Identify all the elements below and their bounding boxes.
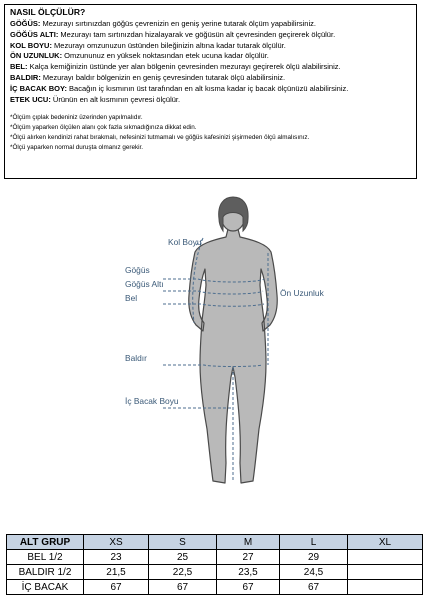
table-row <box>7 550 423 565</box>
note-item: *Ölçüm çıplak bedeniniz üzerinden yapılmalıdır. <box>10 114 143 122</box>
header-cell-xs: XS <box>84 535 149 550</box>
label-kol-boyu: Kol Boyu <box>168 237 202 247</box>
row-label: İÇ BACAK <box>7 580 84 595</box>
label-ic-bacak-boyu: İç Bacak Boyu <box>125 396 179 406</box>
label-bel: Bel <box>125 293 138 303</box>
definition-bel <box>10 62 412 73</box>
header-cell-m: M <box>217 535 280 550</box>
table-cell <box>348 580 423 595</box>
definition-gogus-alti <box>10 30 412 41</box>
table-cell: 27 <box>217 550 280 565</box>
table-cell: 24,5 <box>280 565 348 580</box>
row-label: BEL 1/2 <box>7 550 84 565</box>
measurement-guide-box <box>4 4 417 179</box>
definition-text: Omzununuz en yüksek noktasından etek ucuna kadar ölçülür. <box>62 51 269 61</box>
table-row <box>7 565 423 580</box>
guide-heading: NASIL ÖLÇÜLÜR? <box>10 7 86 17</box>
header-cell-xl: XL <box>348 535 423 550</box>
label-gogus: Göğüs <box>125 265 150 275</box>
size-table-header-row <box>7 535 423 550</box>
body-silhouette <box>189 201 277 483</box>
note-item: *Ölçü alırken kendinizi rahat bırakmalı, nefesinizi tutmamalı ve göğüs kafesinizi şişirmeden ölçü almalısınız. <box>10 133 310 141</box>
label-gogus-alti: Göğüs Altı <box>125 279 164 289</box>
table-row <box>7 580 423 595</box>
definition-text: Ürünün en alt kısmının çevresi ölçülür. <box>50 94 181 104</box>
definition-on-uzunluk <box>10 51 412 62</box>
definition-text: Mezurayı omzunuzun üstünden bileğinizin altına kadar tutarak ölçülür. <box>51 40 286 50</box>
size-table <box>6 534 423 595</box>
label-baldir: Baldır <box>125 353 147 363</box>
table-cell <box>348 550 423 565</box>
measurement-figure <box>0 195 424 495</box>
header-cell-l: L <box>280 535 348 550</box>
definition-etek-ucu <box>10 95 412 106</box>
note-item: *Ölçü yaparken normal duruşta olmanız gerekir. <box>10 143 143 151</box>
definition-kol-boyu <box>10 41 412 52</box>
definition-text: Bacağın iç kısmının üst tarafından en alt kısma kadar iç bacak ölçünüzü alabilirsiniz. <box>66 83 349 93</box>
label-on-uzunluk: Ön Uzunluk <box>280 288 324 298</box>
table-cell: 22,5 <box>149 565 217 580</box>
notes-list <box>10 113 412 152</box>
table-cell: 21,5 <box>84 565 149 580</box>
definition-term: İÇ BACAK BOY: <box>10 83 67 93</box>
definition-text: Kalça kemiğinizin üstünde yer alan bölgenin çevresinden mezurayı geçirerek ölçü alabilirsiniz. <box>27 62 341 72</box>
definition-term: GÖĞÜS: <box>10 19 41 28</box>
table-cell: 23,5 <box>217 565 280 580</box>
definition-term: KOL BOYU: <box>10 40 52 50</box>
table-cell: 29 <box>280 550 348 565</box>
definition-text: Mezurayı sırtınızdan göğüs çevrenizin en geniş yerine tutarak ölçüm yapabilirsiniz. <box>40 19 316 28</box>
definition-ic-bacak-boy <box>10 84 412 95</box>
definition-text: Mezurayı tam sırtınızdan hizalayarak ve göğüsün alt çevresinden geçirerek ölçülür. <box>58 29 336 39</box>
note-item: *Ölçüm yaparken ölçülen alanı çok fazla sıkmadığınıza dikkat edin. <box>10 124 197 132</box>
table-cell: 23 <box>84 550 149 565</box>
definition-term: BALDIR: <box>10 72 41 82</box>
table-cell: 67 <box>280 580 348 595</box>
row-label: BALDIR 1/2 <box>7 565 84 580</box>
table-cell: 67 <box>217 580 280 595</box>
header-cell-s: S <box>149 535 217 550</box>
definition-text: Mezurayı baldır bölgenizin en geniş çevresinden tutarak ölçü alabilirsiniz. <box>40 72 286 82</box>
definition-gogus <box>10 19 412 30</box>
header-cell-group: ALT GRUP <box>7 535 84 550</box>
table-cell: 67 <box>84 580 149 595</box>
definition-term: ETEK UCU: <box>10 94 51 104</box>
body-illustration <box>0 195 424 495</box>
table-cell: 25 <box>149 550 217 565</box>
definition-term: BEL: <box>10 62 28 72</box>
definition-term: ÖN UZUNLUK: <box>10 51 63 61</box>
table-cell <box>348 565 423 580</box>
definition-list <box>10 19 412 105</box>
definition-baldir <box>10 73 412 84</box>
definition-term: GÖĞÜS ALTI: <box>10 29 59 39</box>
table-cell: 67 <box>149 580 217 595</box>
